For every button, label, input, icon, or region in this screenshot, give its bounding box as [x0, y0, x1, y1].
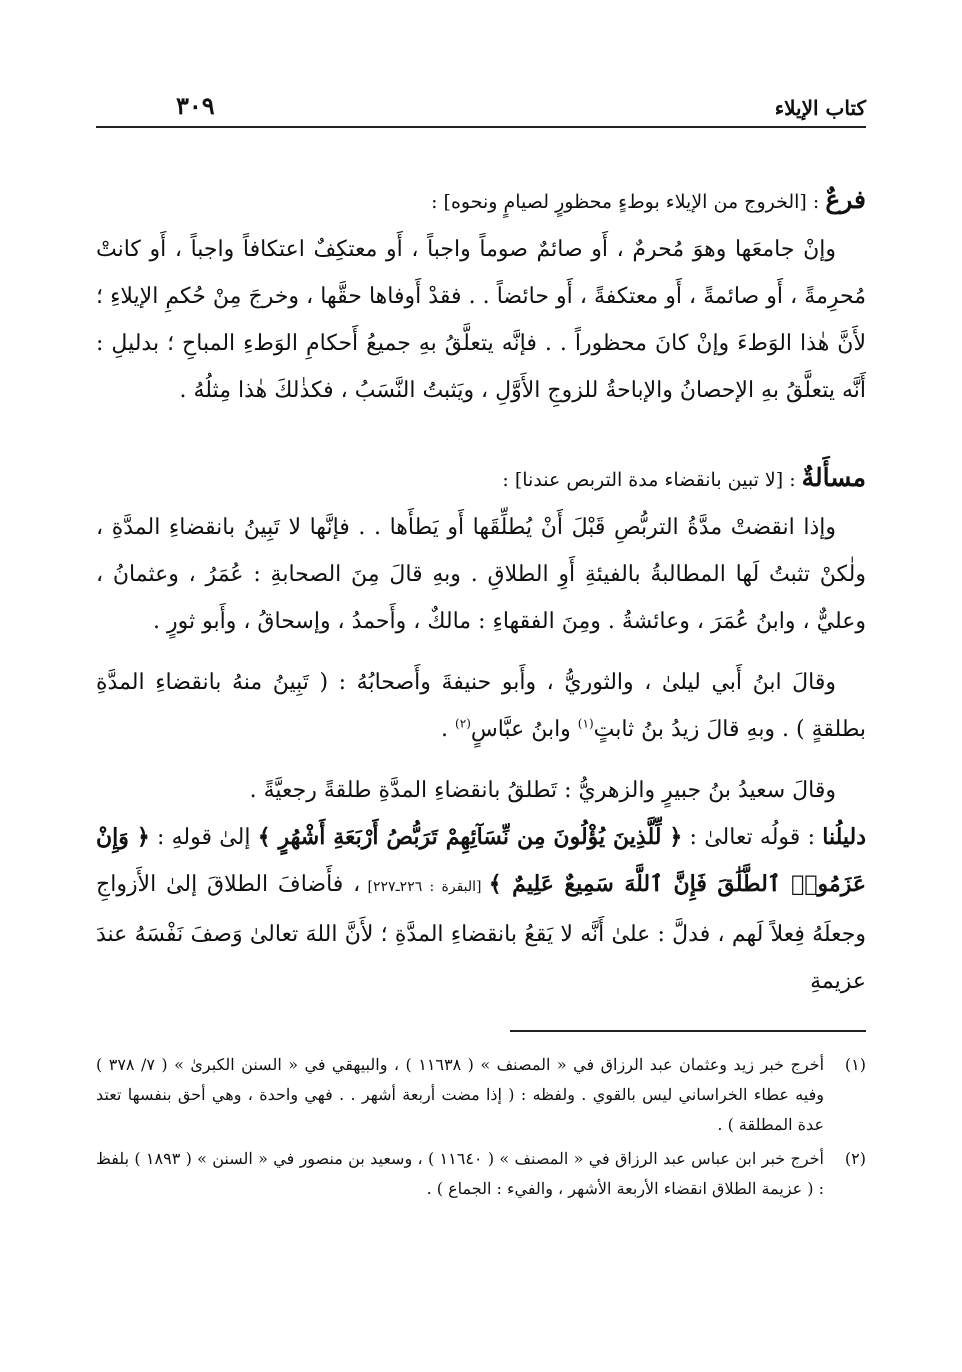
quran-verse-1: ﴿ لِّلَّذِينَ يُؤْلُونَ مِن نِّسَآئِهِمْ تَرَبُّصُ أَرْبَعَةِ أَشْهُرٍ ﴾ — [257, 824, 683, 850]
main-text — [96, 176, 866, 1005]
paragraph-2-part-b: وابنُ عبَّاسٍ — [470, 717, 578, 742]
footnotes — [96, 1050, 866, 1208]
book-page — [96, 70, 866, 1350]
masala-keyword: مسأَلةٌ — [801, 463, 866, 492]
paragraph-2-part-a: وقالَ ابنُ أَبي ليلىٰ ، والثوريُّ ، وأَبو حنيفةَ وأَصحابُهُ : ( تَبِينُ منهُ بانقضاءِ المدَّةِ بطلقةٍ ) . وبهِ قالَ زيدُ بنُ ثابتٍ — [96, 670, 866, 742]
footnote-number: (١) — [844, 1055, 866, 1074]
far-title: : [الخروج من الإيلاء بوطءٍ محظورٍ لصيامٍ ونحوه] : — [431, 191, 826, 213]
far-heading — [96, 176, 866, 226]
footnote-text: أخرج خبر زيد وعثمان عبد الرزاق في « المصنف » ( ١١٦٣٨ ) ، والبيهقي في « السنن الكبرىٰ » ( ٧/ ٣٧٨ ) وفيه عطاء الخراساني ليس بالقوي . ولفظه : ( إذا مضت أربعة أشهر . . فهي واحدة ، وهي أحق بنفسها تعتد عدة المطلقة ) . — [96, 1055, 825, 1134]
quran-reference: [البقرة : ٢٢٦ـ٢٢٧] — [360, 879, 489, 895]
masala-paragraph-3: وقالَ سعيدُ بنُ جبيرٍ والزهريُّ : تَطلقُ بانقضاءِ المدَّةِ طلقةً رجعيَّةً . — [249, 778, 836, 803]
evidence-part-b: إلىٰ قولهِ : — [149, 825, 258, 850]
footnote-1 — [96, 1050, 866, 1140]
masala-heading — [96, 454, 866, 504]
running-title: كتاب الإيلاء — [774, 96, 866, 120]
masala-paragraph-1: وإذا انقضتْ مدَّةُ التربُّصِ قَبْلَ أَنْ يُطلِّقَها أَو يَطأَها . . فإنَّها لا تَبِينُ بانقضاءِ المدَّةِ ، ولٰكنْ تثبتُ لَها المطالبةُ بالفيئةِ أَوِ الطلاقِ . وبهِ قالَ مِنَ الصحابةِ : عُمَرُ ، وعثمانُ ، وعليٌّ ، وابنُ عُمَرَ ، وعائشةُ . ومِنَ الفقهاءِ : مالكٌ ، وأَحمدُ ، وإسحاقُ ، وأَبو ثورٍ . — [96, 515, 866, 634]
masala-paragraph-2 — [96, 659, 866, 753]
far-paragraph: وإنْ جامعَها وهوَ مُحرمٌ ، أَو صائمٌ صوماً واجباً ، أَو معتكِفٌ اعتكافاً واجباً ، أَو كانتْ مُحرِمةً ، أَو صائمةً ، أَو معتكفةً ، أَو حائضاً . . فقدْ أَوفاها حقَّها ، وخرجَ مِنْ حُكمِ الإيلاءِ ؛ لأَنَّ هٰذا الوَطءَ وإنْ كانَ محظوراً . . فإنَّه يتعلَّقُ بهِ جميعُ أَحكامِ الوَطءِ المباحِ ؛ بدليلِ : أَنَّه يتعلَّقُ بهِ الإحصانُ والإباحةُ للزوجِ الأَوَّلِ ، ويَثبتُ النَّسَبُ ، فكذٰلكَ هٰذا مِثلُهُ . — [96, 237, 866, 403]
quran-verse-2: ﴿ وَإِنْ عَزَمُوا۟ ٱلطَّلَٰقَ فَإِنَّ ٱللَّهَ سَمِيعٌ عَلِيمٌ ﴾ — [96, 824, 866, 897]
footnote-2 — [96, 1144, 866, 1204]
evidence-part-c: ، فأَضافَ الطلاقَ إلىٰ الأَزواجِ وجعلَهُ فِعلاً لَهم ، فدلَّ : علىٰ أَنَّه لا يَقعُ بانقضاءِ المدَّةِ ؛ لأَنَّ اللهَ تعالىٰ وَصفَ نَفْسَهُ عندَ عزيمةِ — [96, 872, 866, 994]
footnote-number: (٢) — [844, 1149, 866, 1168]
footnote-divider — [510, 1030, 866, 1032]
evidence-keyword: دليلُنا — [822, 824, 867, 850]
footnote-ref-1[interactable]: (١) — [577, 716, 594, 731]
paragraph-2-part-c: . — [441, 717, 456, 742]
evidence-part-a: : قولُه تعالىٰ : — [682, 825, 823, 850]
masala-title: : [لا تبين بانقضاء مدة التربص عندنا] : — [502, 469, 802, 491]
far-keyword: فرعٌ — [825, 185, 866, 214]
page-number: ٣٠٩ — [176, 91, 215, 120]
footnote-ref-2[interactable]: (٢) — [455, 716, 471, 731]
footnote-text: أخرج خبر ابن عباس عبد الرزاق في « المصنف » ( ١١٦٤٠ ) ، وسعيد بن منصور في « السنن » ( ١٨٩٣ ) بلفظ : ( عزيمة الطلاق انقضاء الأربعة الأشهر ، والفيء : الجماع ) . — [96, 1149, 824, 1198]
evidence-paragraph — [96, 814, 866, 1005]
page-header — [96, 84, 866, 128]
